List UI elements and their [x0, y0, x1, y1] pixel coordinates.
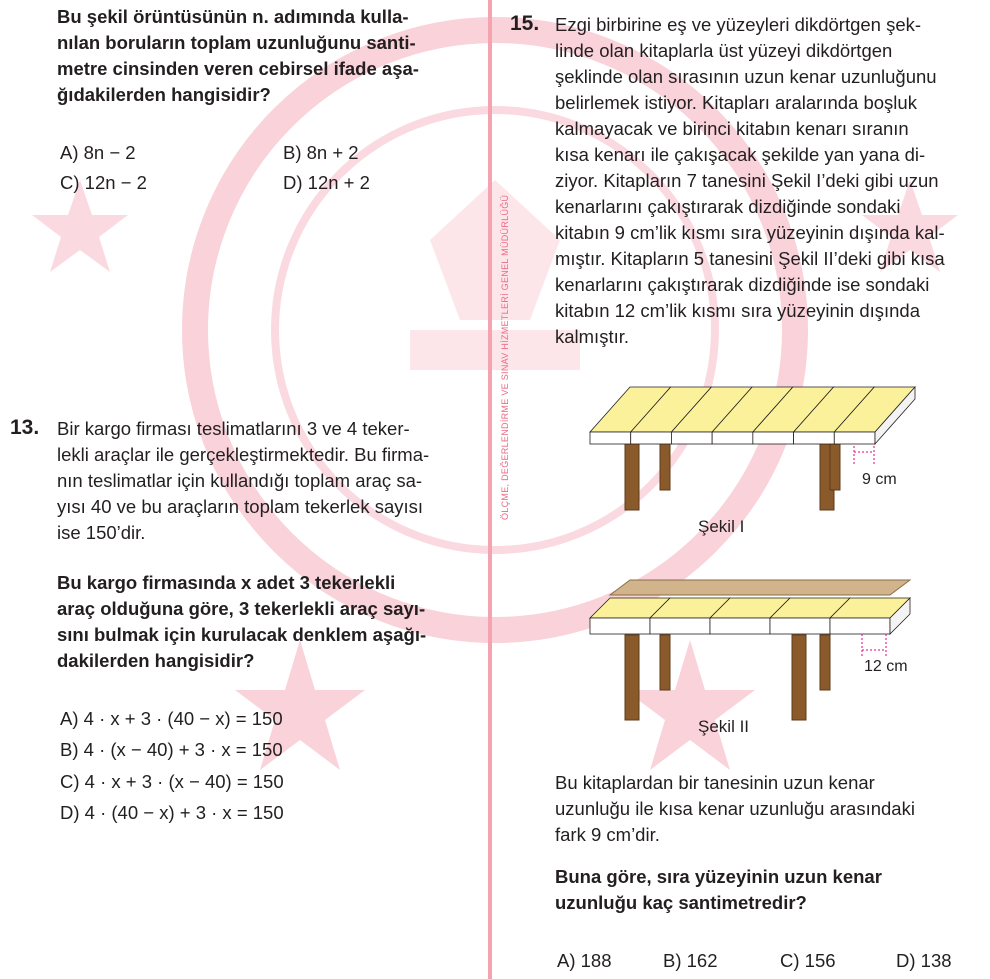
- figure-1: [590, 387, 915, 536]
- q15-option-a[interactable]: A) 188: [557, 950, 612, 971]
- q15-figures: [580, 380, 930, 740]
- q15-number: 15.: [510, 12, 540, 35]
- book-spine: [650, 618, 710, 634]
- q12-line: nılan boruların toplam uzunluğunu santi-: [57, 32, 416, 53]
- table-leg: [625, 635, 639, 720]
- book-spine: [830, 618, 890, 634]
- q12-option-a[interactable]: A) 8n − 2: [60, 142, 136, 163]
- q15-line: kalmayacak ve birinci kitabın kenarı sıranın: [555, 118, 909, 139]
- q15-question-line: Buna göre, sıra yüzeyinin uzun kenar: [555, 866, 882, 887]
- book-spine: [712, 432, 753, 444]
- book-spine: [770, 618, 830, 634]
- q13-line: nın teslimatlar için kullandığı toplam araç sa-: [57, 470, 423, 491]
- book-spine: [753, 432, 794, 444]
- q13-question-line: araç olduğuna göre, 3 tekerlekli araç sayı-: [57, 598, 426, 619]
- q13-question-line: sını bulmak için kurulacak denklem aşağı-: [57, 624, 427, 645]
- q15-question-line: uzunluğu kaç santimetredir?: [555, 892, 807, 913]
- q13-line: ise 150’dir.: [57, 522, 146, 543]
- q13-option-b[interactable]: B) 4 · (x − 40) + 3 · x = 150: [60, 739, 283, 760]
- q15-line: kenarlarını çakıştırarak dizdiğinde ise sondaki: [555, 274, 930, 295]
- figure-2: [590, 580, 910, 736]
- q13-question-line: Bu kargo firmasında x adet 3 tekerlekli: [57, 572, 396, 593]
- book-spine: [671, 432, 712, 444]
- sidebar-vertical-text: ÖLÇME, DEĞERLENDİRME VE SINAV HİZMETLERİ GENEL MÜDÜRLÜĞÜ: [500, 194, 510, 520]
- q12-line: ğıdakilerden hangisidir?: [57, 84, 271, 105]
- q13-question: [57, 570, 477, 674]
- q13-line: Bir kargo firması teslimatlarını 3 ve 4 teker-: [57, 418, 410, 439]
- q15-option-c[interactable]: C) 156: [780, 950, 836, 971]
- q15-line: Ezgi birbirine eş ve yüzeyleri dikdörtgen şek-: [555, 14, 922, 35]
- q13-line: lekli araçlar ile gerçekleştirmektedir. Bu firma-: [57, 444, 430, 465]
- book-spine: [710, 618, 770, 634]
- figure-1-overhang-label: 9 cm: [862, 471, 897, 488]
- q13-text: [57, 416, 477, 546]
- q15-line: belirlemek istiyor. Kitapları aralarında boşluk: [555, 92, 917, 113]
- q15-line: mıştır. Kitapların 5 tanesini Şekil II’deki gibi kısa: [555, 248, 945, 269]
- q15-question: [555, 864, 975, 916]
- table-leg: [792, 635, 806, 720]
- q15-line: şeklinde olan sırasının uzun kenar uzunluğunu: [555, 66, 937, 87]
- q13-number: 13.: [10, 416, 40, 439]
- q15-line: ziyor. Kitapların 7 tanesini Şekil I’deki gibi uzun: [555, 170, 939, 191]
- q15-line: kitabın 12 cm’lik kısmı sıra yüzeyinin dışında: [555, 300, 921, 321]
- figure-1-label: Şekil I: [698, 517, 745, 536]
- q12-option-c[interactable]: C) 12n − 2: [60, 172, 147, 193]
- q12-option-b[interactable]: B) 8n + 2: [283, 142, 359, 163]
- q12-prompt: [57, 4, 467, 108]
- book-spine: [834, 432, 875, 444]
- q13-option-d[interactable]: D) 4 · (40 − x) + 3 · x = 150: [60, 802, 284, 823]
- table-leg: [625, 435, 639, 510]
- q15-after-text: [555, 770, 975, 848]
- figure-2-label: Şekil II: [698, 717, 750, 736]
- q15-line: kalmıştır.: [555, 326, 630, 347]
- q15-line: kitabın 9 cm’lik kısmı sıra yüzeyinin dışında kal-: [555, 222, 945, 243]
- q15-line: kenarlarını çakıştırarak dizdiğinde sondaki: [555, 196, 901, 217]
- column-divider: [488, 0, 492, 979]
- book-spine: [794, 432, 835, 444]
- q15-line: linde olan kitaplarla üst yüzeyi dikdörtgen: [555, 40, 893, 61]
- table-leg: [820, 635, 830, 690]
- book-spine: [631, 432, 672, 444]
- q13-option-a[interactable]: A) 4 · x + 3 · (40 − x) = 150: [60, 708, 283, 729]
- book-spine: [590, 618, 650, 634]
- q12-option-d[interactable]: D) 12n + 2: [283, 172, 370, 193]
- book-spine: [590, 432, 631, 444]
- q13-option-c[interactable]: C) 4 · x + 3 · (x − 40) = 150: [60, 771, 284, 792]
- table-leg: [660, 635, 670, 690]
- q15-line: kısa kenarı ile çakışacak şekilde yan yana di-: [555, 144, 926, 165]
- table-top: [610, 580, 910, 595]
- q13-question-line: dakilerden hangisidir?: [57, 650, 255, 671]
- q15-after-line: Bu kitaplardan bir tanesinin uzun kenar: [555, 772, 875, 793]
- q12-line: Bu şekil örüntüsünün n. adımında kulla-: [57, 6, 409, 27]
- q12-line: metre cinsinden veren cebirsel ifade aşa-: [57, 58, 419, 79]
- q15-option-b[interactable]: B) 162: [663, 950, 718, 971]
- q15-after-line: fark 9 cm’dir.: [555, 824, 660, 845]
- q13-line: yısı 40 ve bu araçların toplam tekerlek sayısı: [57, 496, 424, 517]
- figure-2-overhang-label: 12 cm: [864, 658, 908, 675]
- q15-option-d[interactable]: D) 138: [896, 950, 952, 971]
- q15-text: [555, 12, 975, 350]
- q15-after-line: uzunluğu ile kısa kenar uzunluğu arasındaki: [555, 798, 915, 819]
